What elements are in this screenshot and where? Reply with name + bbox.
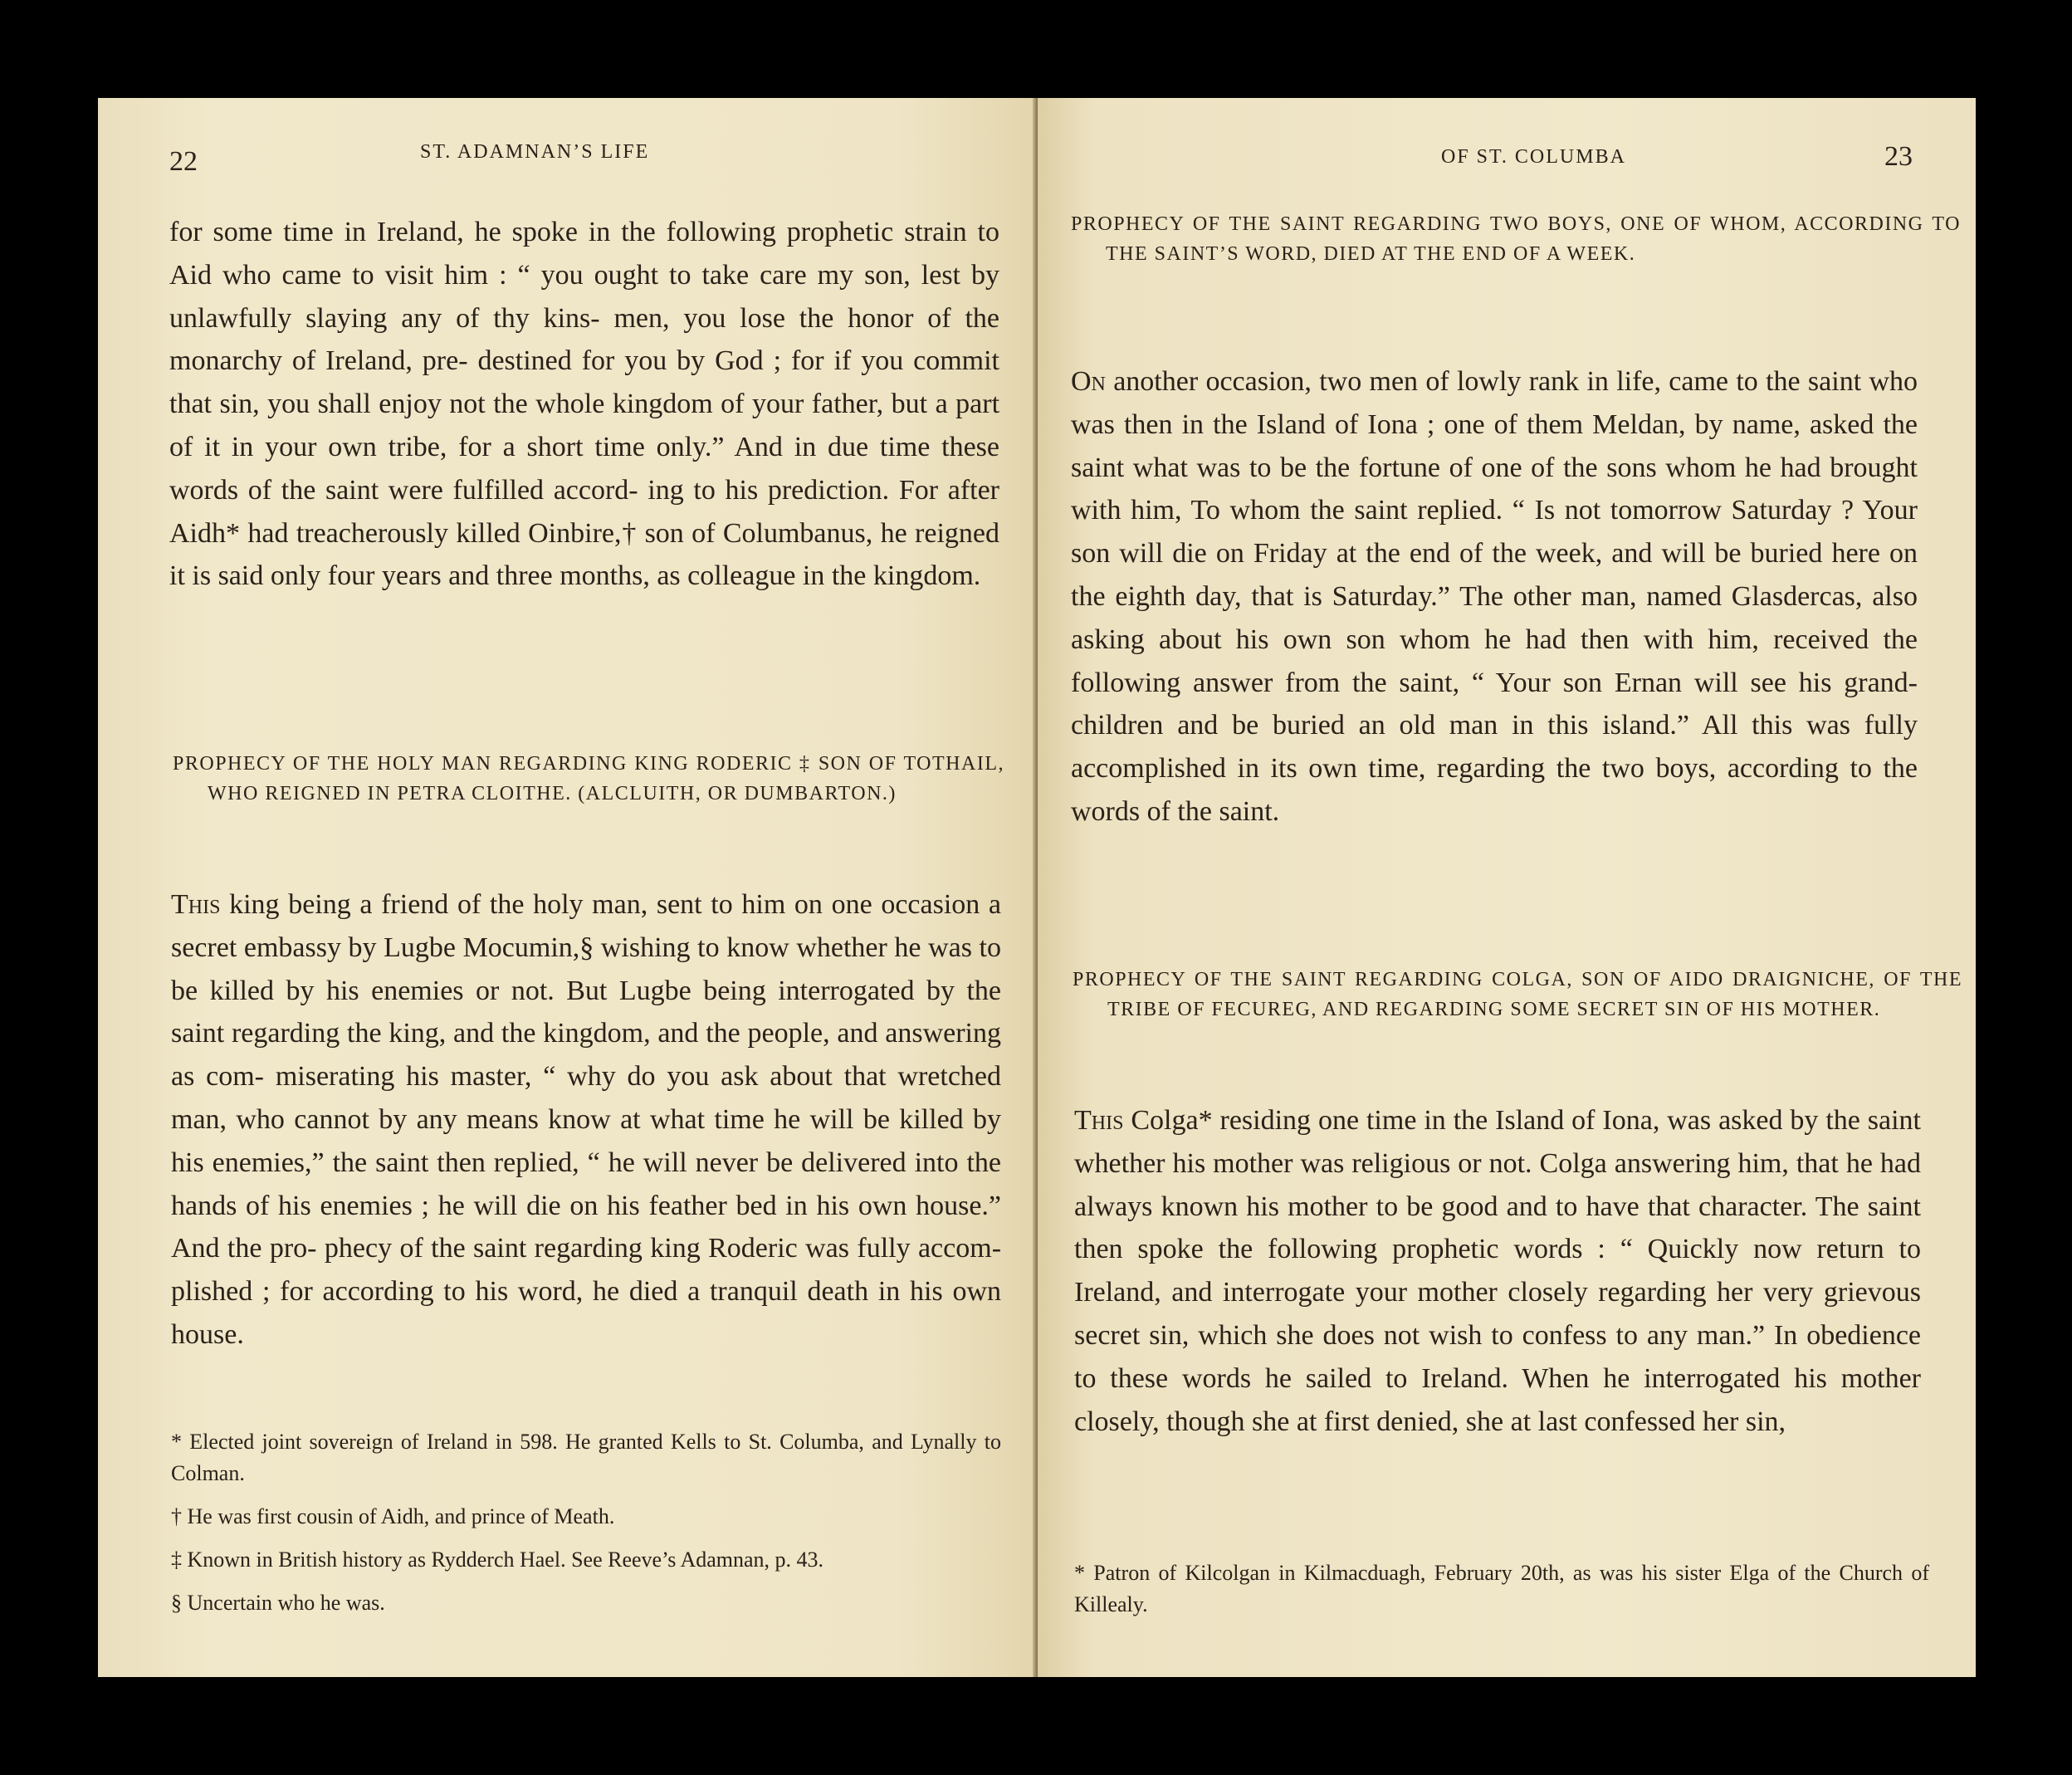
- footnote: § Uncertain who he was.: [171, 1591, 385, 1615]
- text-line: part of it in your own tribe, for a short time only.” And: [169, 389, 1000, 462]
- text-line: them Meldan, by name, asked the saint what was to be the: [1071, 408, 1918, 483]
- text-line: only four years and three months, as colleague in the: [270, 560, 867, 592]
- text-line: to the saint who was then in the Island of Iona ; one of: [1071, 366, 1918, 440]
- left-footnotes: [171, 1426, 1001, 1631]
- paragraph-lines: [169, 211, 999, 598]
- paragraph-lines: [1071, 366, 1918, 827]
- text-line: children and be buried an old man in this island.” All this: [1071, 710, 1793, 741]
- text-line: Colga answering him, that he had always known his mother: [1074, 1147, 1921, 1222]
- text-line: plished ; for according to his word, he died a tranquil death: [171, 1276, 869, 1308]
- text-line: will be buried here on the eighth day, that is Saturday.” The: [1071, 538, 1918, 612]
- text-line: in his own house.: [171, 1276, 1002, 1350]
- running-title: ST. ADAMNAN’S LIFE: [420, 141, 650, 163]
- footnote: † He was first cousin of Aidh, and prince of Meath.: [171, 1504, 615, 1528]
- drop-word: On: [1071, 366, 1106, 397]
- right-page: [1038, 98, 1976, 1677]
- drop-word: This: [1074, 1105, 1124, 1136]
- text-line: phecy of the saint regarding king Roderic was fully accom-: [324, 1233, 1002, 1264]
- text-line: spoke the following prophetic words : “ Quickly now return: [1137, 1234, 1884, 1265]
- text-line: to be good and to have that character. The saint then: [1074, 1191, 1921, 1265]
- text-line: her very grievous secret sin, which she does not wish to: [1074, 1277, 1922, 1351]
- paragraph-lines: [171, 889, 1001, 1350]
- footnote: ‡ Known in British history as Rydderch Hael. See Reeve’s Adamnan, p. 43.: [171, 1548, 824, 1572]
- text-line: and the kingdom, and the people, and answering as com-: [171, 1018, 1001, 1093]
- text-line: killed Oinbire,† son of Columbanus, he reigned it is said: [169, 517, 1000, 592]
- text-line: Colga* residing one time in the Island of Iona, was: [1123, 1105, 1712, 1136]
- text-line: was fully accomplished in its own time, regarding the two: [1071, 710, 1918, 785]
- left-running-head: [98, 141, 1038, 191]
- book-spread: [98, 98, 1976, 1677]
- text-line: destined for you by God ; for if you commit that sin, you: [169, 345, 999, 420]
- footnote: * Patron of Kilcolgan in Kilmacduagh, February 20th, as was his sister Elga of the Church of Killealy.: [1074, 1561, 1929, 1616]
- text-line: one occasion a secret embassy by Lugbe Mocumin,§ wishing: [171, 889, 1002, 963]
- drop-word: This: [171, 889, 221, 920]
- text-line: be killed by his enemies,” the saint then replied, “ he will: [171, 1103, 1002, 1178]
- left-paragraph-2: [171, 883, 1001, 1357]
- text-line: though she at first denied, she at last confessed her sin,: [1166, 1406, 1786, 1437]
- text-line: in due time these words of the saint were fulfilled accord-: [169, 431, 1000, 506]
- text-line: answer from the saint, “ Your son Ernan will see his grand-: [1193, 667, 1918, 698]
- section-heading-1: PROPHECY OF THE SAINT REGARDING TWO BOYS, ONE OF WHOM, ACCORDING TO THE SAINT’S WORD, DIED AT THE END OF A WEEK.: [1071, 213, 1961, 265]
- text-line: never be delivered into the hands of his enemies ; he will: [171, 1147, 1001, 1221]
- text-line: to Ireland. When he interrogated his mother closely,: [1074, 1362, 1921, 1437]
- left-page: [98, 98, 1038, 1677]
- section-heading-2: PROPHECY OF THE SAINT REGARDING COLGA, SON OF AIDO DRAIGNICHE, OF THE TRIBE OF FECUREG, AND REGARDING SOME SECRET SIN OF HIS MOTHER.: [1073, 969, 1962, 1020]
- text-line: die on his feather bed in his own house.” And the pro-: [171, 1190, 1002, 1264]
- right-paragraph-2: [1074, 1099, 1921, 1443]
- text-line: men, you lose the honor of the monarchy of Ireland, pre-: [169, 302, 1000, 377]
- text-line: ing to his prediction. For after Aidh* had treacherously: [169, 474, 1000, 549]
- text-line: miserating his master, “ why do you ask about that wretched: [275, 1061, 1002, 1093]
- text-line: another occasion, two men of lowly rank in life, came: [1105, 366, 1729, 397]
- text-line: fortune of one of the sons whom he had brought with him,: [1071, 452, 1918, 526]
- text-line: shall enjoy not the whole kingdom of your father, but a: [317, 389, 948, 420]
- section-heading: PROPHECY OF THE HOLY MAN REGARDING KING RODERIC ‡ SON OF TOTHAIL, WHO REIGNED IN PETRA CLOITHE. (ALCLUITH, OR DUMBARTON.): [173, 753, 1004, 804]
- text-line: king being a friend of the holy man, sent to him on: [220, 889, 823, 920]
- text-line: confess to any man.” In obedience to these words he sailed: [1074, 1319, 1922, 1394]
- page-number: 23: [1884, 141, 1913, 172]
- page-number: 22: [169, 146, 198, 177]
- text-line: man, who cannot by any means know at what time he will: [171, 1103, 854, 1135]
- text-line: To whom the saint replied. “ Is not tomorrow Saturday ?: [1190, 495, 1855, 526]
- text-line: other man, named Glasdercas, also asking about his own: [1071, 580, 1918, 655]
- right-running-head: [1038, 141, 1976, 191]
- text-line: But Lugbe being interrogated by the saint regarding the king,: [171, 975, 1001, 1049]
- running-title: OF ST. COLUMBA: [1441, 146, 1626, 168]
- paragraph-lines: [1074, 1105, 1921, 1437]
- text-line: asked by the saint whether his mother was religious or not.: [1074, 1105, 1921, 1179]
- text-line: Your son will die on Friday at the end of the week, and: [1071, 495, 1918, 570]
- text-line: to Ireland, and interrogate your mother closely regarding: [1074, 1234, 1921, 1308]
- text-line: strain to Aid who came to visit him : “ you ought to take: [169, 217, 1000, 291]
- text-line: son whom he had then with him, received the following: [1071, 623, 1918, 698]
- text-line: kingdom.: [872, 560, 981, 592]
- right-footnotes: [1074, 1557, 1929, 1632]
- text-line: boys, according to the words of the saint.: [1071, 753, 1918, 827]
- text-line: care my son, lest by unlawfully slaying any of thy kins-: [169, 259, 999, 334]
- footnote: * Elected joint sovereign of Ireland in 598. He granted Kells to St. Columba, and Lynally to Colman.: [171, 1430, 1001, 1485]
- text-line: to know whether he was to be killed by his enemies or not.: [171, 932, 1002, 1006]
- right-paragraph-1: [1071, 360, 1918, 834]
- text-line: for some time in Ireland, he spoke in the following prophetic: [169, 217, 894, 247]
- left-paragraph-1: [169, 211, 999, 598]
